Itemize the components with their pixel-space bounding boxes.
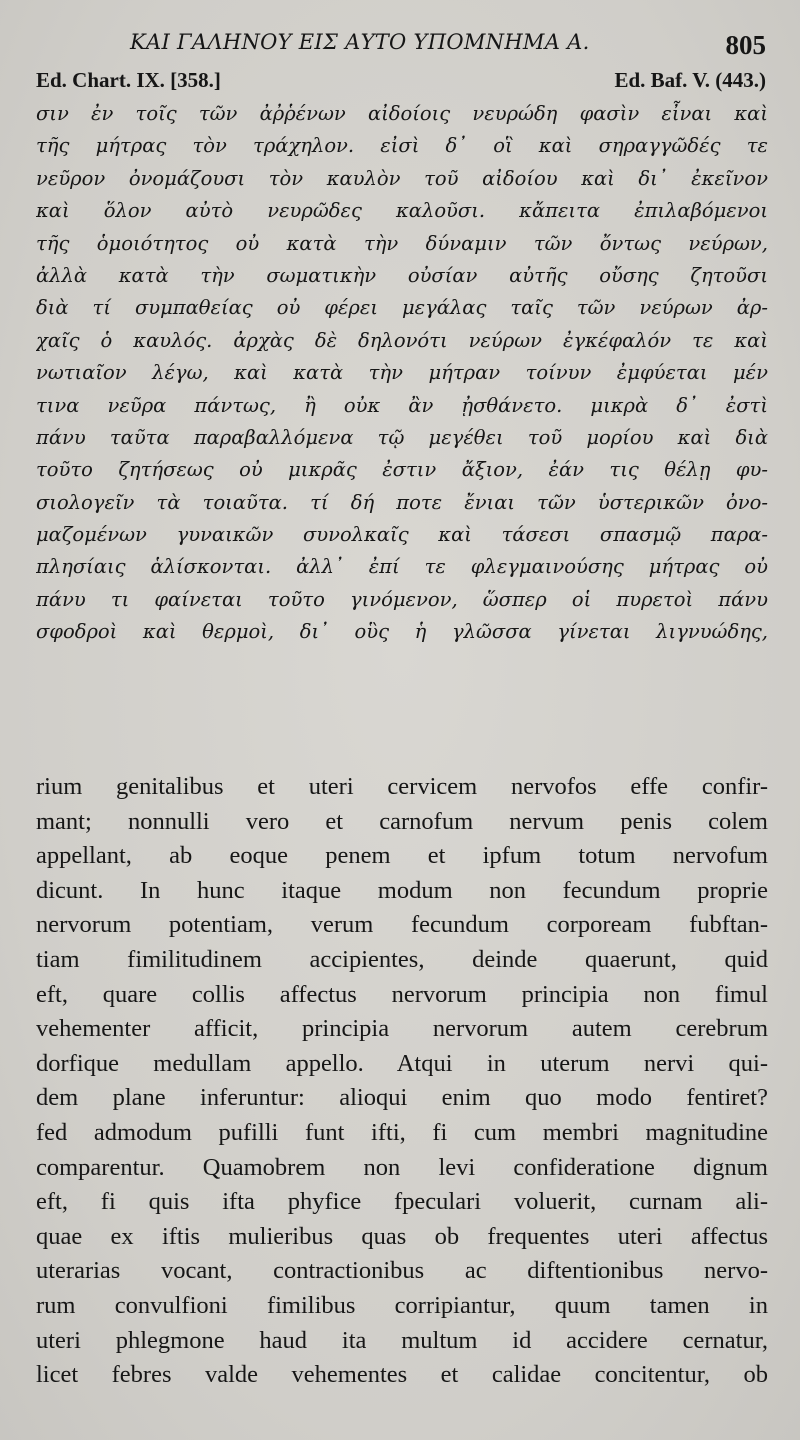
greek-text-line: σφοδροὶ καὶ θερμοὶ, δι᾽ οὓς ἡ γλῶσσα γίνεται λιγνυώδης, (36, 620, 768, 644)
latin-text-line: fed admodum pufilli funt ifti, fi cum membri magnitudine (36, 1118, 768, 1146)
greek-text-line: νωτιαῖον λέγω, καὶ κατὰ τὴν μήτραν τοίνυν ἐμφύεται μέν (36, 361, 768, 385)
latin-text-line: vehementer afficit, principia nervorum autem cerebrum (36, 1015, 768, 1043)
greek-text-line: νεῦρον ὀνομάζουσι τὸν καυλὸν τοῦ αἰδοίου καὶ δι᾽ ἐκεῖνον (36, 166, 768, 190)
edition-basel-ref: Ed. Baf. V. (443.) (614, 68, 766, 92)
greek-text-line: χαῖς ὁ καυλός. ἀρχὰς δὲ δηλονότι νεύρων ἐγκέφαλόν τε καὶ (36, 328, 768, 352)
page-number: 805 (725, 30, 766, 60)
greek-text-line: καὶ ὅλον αὐτὸ νευρῶδες καλοῦσι. κἄπειτα ἐπιλαβόμενοι (36, 199, 768, 223)
page-header (0, 30, 800, 66)
greek-text-line: τοῦτο ζητήσεως οὐ μικρᾶς ἐστιν ἄξιον, ἐάν τις θέλῃ φυ- (36, 458, 768, 482)
greek-text-line: ἀλλὰ κατὰ τὴν σωματικὴν οὐσίαν αὐτῆς οὔσης ζητοῦσι (36, 263, 768, 287)
edition-chartier-ref: Ed. Chart. IX. [358.] (36, 68, 221, 92)
greek-text-line: σιολογεῖν τὰ τοιαῦτα. τί δή ποτε ἔνιαι τῶν ὑστερικῶν ὀνο- (36, 490, 768, 514)
latin-text-line: mant; nonnulli vero et carnofum nervum penis colem (36, 807, 768, 835)
latin-text-line: uteri phlegmone haud ita multum id accidere cernatur, (36, 1326, 768, 1354)
greek-text-line: πλησίαις ἁλίσκονται. ἀλλ᾽ ἐπί τε φλεγμαινούσης μήτρας οὐ (36, 555, 768, 579)
latin-text-line: uterarias vocant, contractionibus ac diftentionibus nervo- (36, 1257, 768, 1285)
latin-text-line: licet febres valde vehementes et calidae concitentur, ob (36, 1361, 768, 1389)
greek-text-line: μαζομένων γυναικῶν συνολκαῖς καὶ τάσεσι σπασμῷ παρα- (36, 523, 768, 547)
latin-text-line: comparentur. Quamobrem non levi confideratione dignum (36, 1153, 768, 1181)
greek-text-line: πάνυ τι φαίνεται τοῦτο γινόμενον, ὥσπερ οἱ πυρετοὶ πάνυ (36, 587, 768, 611)
latin-text-line: dicunt. In hunc itaque modum non fecundum proprie (36, 876, 768, 904)
latin-text-line: appellant, ab eoque penem et ipfum totum nervofum (36, 842, 768, 870)
greek-text-line: τινα νεῦρα πάντως, ἢ οὐκ ἂν ᾐσθάνετο. μικρὰ δ᾽ ἐστὶ (36, 393, 768, 417)
latin-text-line: nervorum potentiam, verum fecundum corpoream fubftan- (36, 911, 768, 939)
greek-text-line: διὰ τί συμπαθείας οὐ φέρει μεγάλας ταῖς τῶν νεύρων ἀρ- (36, 296, 768, 320)
running-title: ΚΑΙ ΓΑΛΗΝΟΥ ΕΙΣ ΑΥΤΟ ΥΠΟΜΝΗΜΑ Α. (130, 30, 590, 54)
latin-text-line: quae ex iftis mulieribus quas ob frequentes uteri affectus (36, 1222, 768, 1250)
latin-text-line: eft, quare collis affectus nervorum principia non fimul (36, 980, 768, 1008)
greek-text-line: τῆς ὁμοιότητος οὐ κατὰ τὴν δύναμιν τῶν ὄντως νεύρων, (36, 231, 768, 255)
latin-translation-block (36, 770, 768, 1393)
greek-text-line: τῆς μήτρας τὸν τράχηλον. εἰσὶ δ᾽ οἳ καὶ σηραγγῶδές τε (36, 134, 768, 158)
latin-text-line: dorfique medullam appello. Atqui in uterum nervi qui- (36, 1049, 768, 1077)
edition-reference-line (36, 68, 766, 96)
latin-text-line: rum convulfioni fimilibus corripiantur, quum tamen in (36, 1291, 768, 1319)
greek-text-line: πάνυ ταῦτα παραβαλλόμενα τῷ μεγέθει τοῦ μορίου καὶ διὰ (36, 425, 768, 449)
greek-text-line: σιν ἐν τοῖς τῶν ἀῤῥένων αἰδοίοις νευρώδη φασὶν εἶναι καὶ (36, 102, 768, 125)
latin-text-line: dem plane inferuntur: alioqui enim quo modo fentiret? (36, 1084, 768, 1112)
latin-text-line: eft, fi quis ifta phyfice fpeculari voluerit, curnam ali- (36, 1188, 768, 1216)
latin-text-line: tiam fimilitudinem accipientes, deinde quaerunt, quid (36, 945, 768, 973)
latin-text-line: rium genitalibus et uteri cervicem nervofos effe confir- (36, 773, 768, 800)
greek-text-block (36, 98, 768, 649)
